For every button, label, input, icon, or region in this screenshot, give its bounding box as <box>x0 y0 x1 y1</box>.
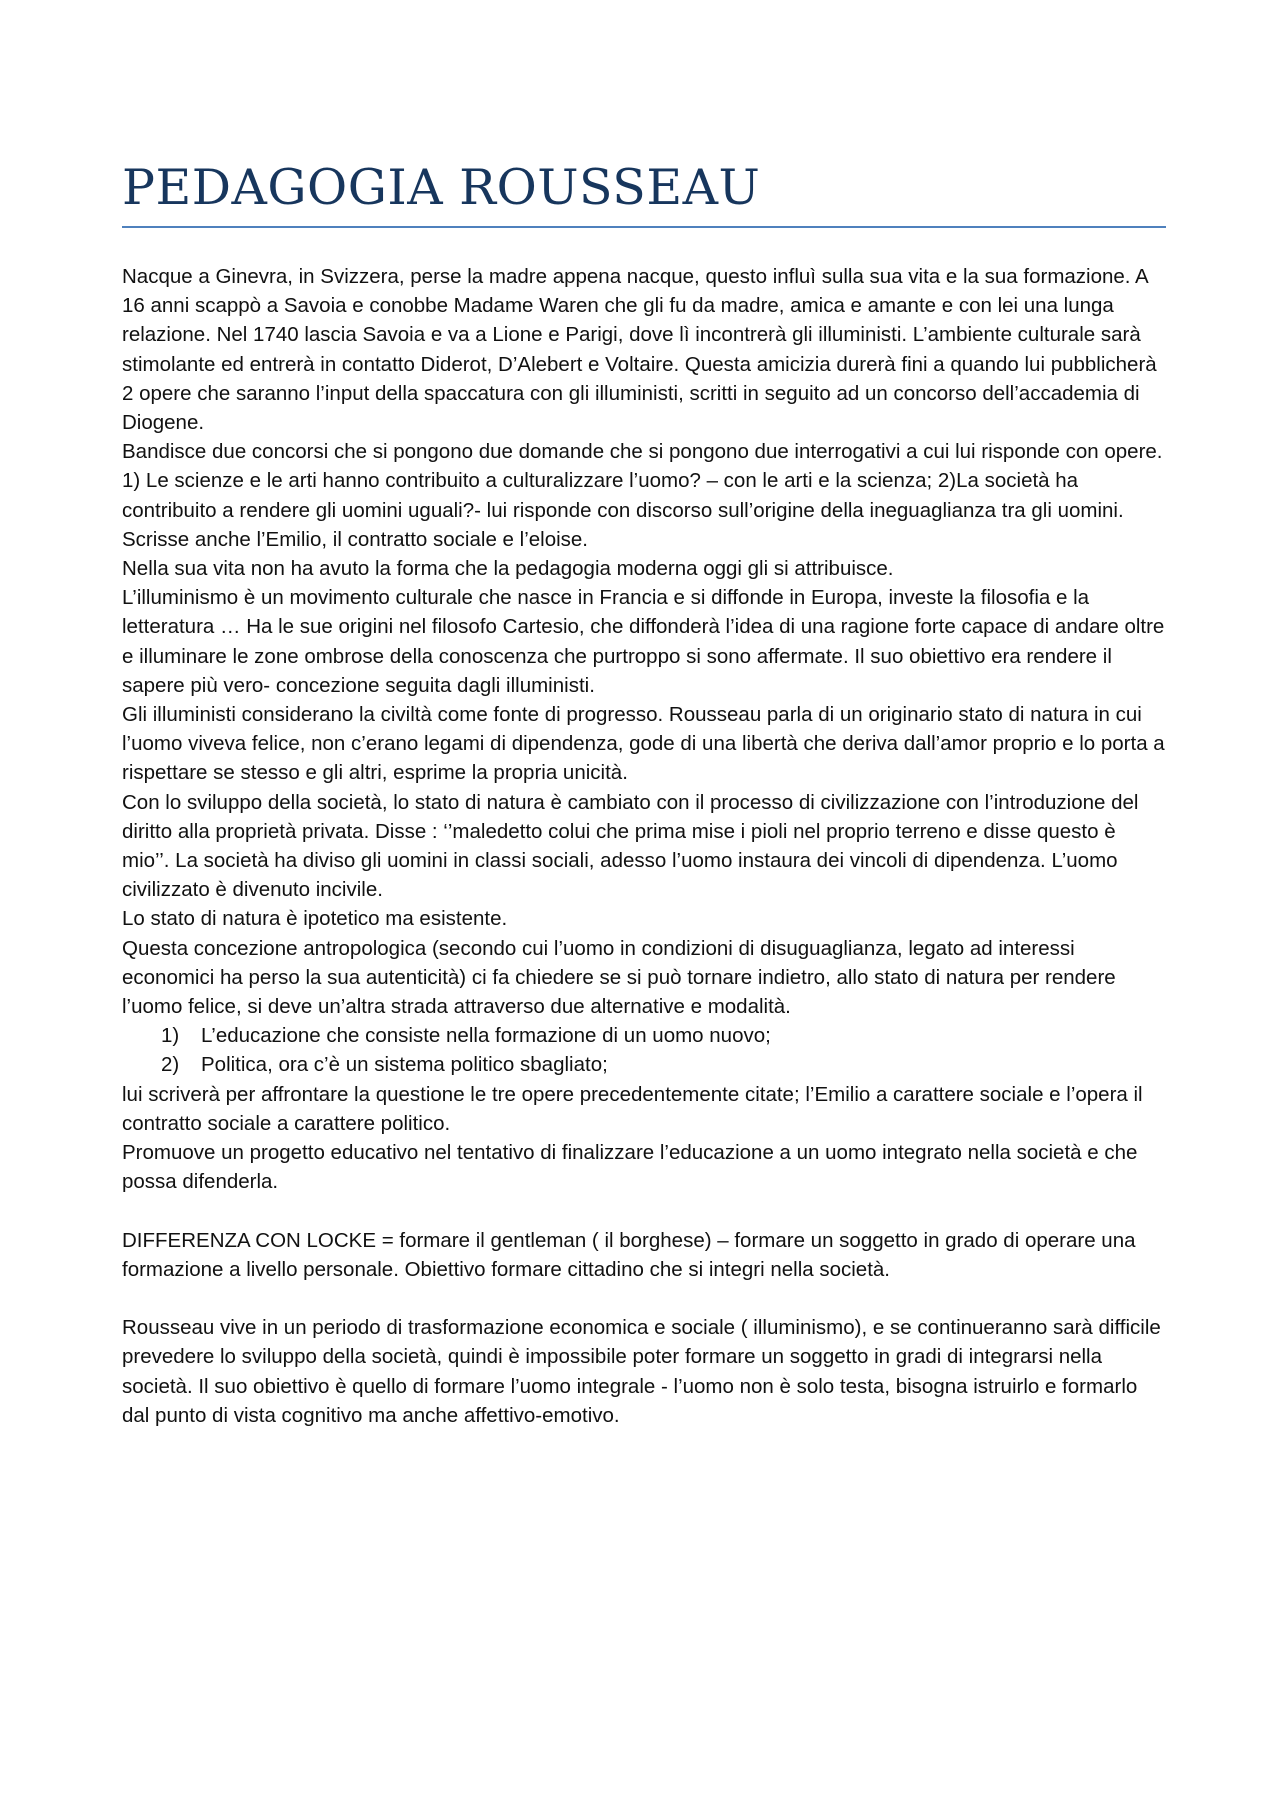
paragraph: Bandisce due concorsi che si pongono due domande che si pongono due interrogativi a cui lui risponde con opere. 1) Le scienze e le arti hanno contribuito a culturalizzare l’uomo? – con le arti e la scienza; 2)La società ha contribuito a rendere gli uomini uguali?- lui risponde con discorso sull’origine della ineguaglianza tra gli uomini. Scrisse anche l’Emilio, il contratto sociale e l’eloise. <box>122 440 1163 551</box>
list-number: 2) <box>161 1053 180 1077</box>
document-content <box>122 156 1166 1430</box>
list-item <box>122 1050 1166 1079</box>
final-paragraph: Rousseau vive in un periodo di trasformazione economica e sociale ( illuminismo), e se continueranno sarà difficile prevedere lo sviluppo della società, quindi è impossibile poter formare un soggetto in gradi di integrarsi nella società. Il suo obiettivo è quello di formare l’uomo integrale - l’uomo non è solo testa, bisogna istruirlo e formarlo dal punto di vista cognitivo ma anche affettivo-emotivo. <box>122 1316 1161 1427</box>
paragraph: L’illuminismo è un movimento culturale che nasce in Francia e si diffonde in Europa, investe la filosofia e la letteratura … Ha le sue origini nel filosofo Cartesio, che diffonderà l’idea di una ragione forte capace di andare oltre e illuminare le zone ombrose della conoscenza che purtroppo si sono affermate. Il suo obiettivo era rendere il sapere più vero- concezione seguita dagli illuministi. <box>122 586 1165 697</box>
list-item-text: L’educazione che consiste nella formazione di un uomo nuovo; <box>201 1024 771 1048</box>
paragraph: Nacque a Ginevra, in Svizzera, perse la madre appena nacque, questo influì sulla sua vita e la sua formazione. A 16 anni scappò a Savoia e conobbe Madame Waren che gli fu da madre, amica e amante e con lei una lunga relazione. Nel 1740 lascia Savoia e va a Lione e Parigi, dove lì incontrerà gli illuministi. L’ambiente culturale sarà stimolante ed entrerà in contatto Diderot, D’Alebert e Voltaire. Questa amicizia durerà fini a quando lui pubblicherà 2 opere che saranno l’input della spaccatura con gli illuministi, scritti in seguito ad un concorso dell’accademia di Diogene. <box>122 265 1157 435</box>
paragraph: lui scriverà per affrontare la questione le tre opere precedentemente citate; l’Emilio a carattere sociale e l’opera il contratto sociale a carattere politico. <box>122 1082 1143 1135</box>
paragraph: Lo stato di natura è ipotetico ma esistente. <box>122 907 508 931</box>
locke-paragraph: DIFFERENZA CON LOCKE = formare il gentleman ( il borghese) – formare un soggetto in grado di operare una formazione a livello personale. Obiettivo formare cittadino che si integri nella società. <box>122 1228 1136 1281</box>
blank-line <box>122 1284 1166 1313</box>
paragraph: Gli illuministi considerano la civiltà come fonte di progresso. Rousseau parla di un originario stato di natura in cui l’uomo viveva felice, non c’erano legami di dipendenza, gode di una libertà che deriva dall’amor proprio e lo porta a rispettare se stesso e gli altri, esprime la propria unicità. <box>122 703 1165 785</box>
blank-line <box>122 1197 1166 1226</box>
list-item-text: Politica, ora c’è un sistema politico sbagliato; <box>201 1053 608 1077</box>
paragraph: Nella sua vita non ha avuto la forma che la pedagogia moderna oggi gli si attribuisce. <box>122 557 894 581</box>
list-number: 1) <box>161 1024 180 1048</box>
document-title: PEDAGOGIA ROUSSEAU <box>122 156 1166 228</box>
paragraph: Questa concezione antropologica (secondo cui l’uomo in condizioni di disuguaglianza, legato ad interessi economici ha perso la sua autenticità) ci fa chiedere se si può tornare indietro, allo stato di natura per rendere l’uomo felice, si deve un’altra strada attraverso due alternative e modalità. <box>122 936 1116 1019</box>
numbered-list <box>122 1021 1166 1079</box>
paragraph: Promuove un progetto educativo nel tentativo di finalizzare l’educazione a un uomo integrato nella società e che possa difenderla. <box>122 1141 1138 1194</box>
document-body <box>122 262 1166 1430</box>
list-item <box>122 1021 1166 1050</box>
paragraph: Con lo sviluppo della società, lo stato di natura è cambiato con il processo di civilizzazione con l’introduzione del diritto alla proprietà privata. Disse : ‘’maledetto colui che prima mise i pioli nel proprio terreno e disse questo è mio’’. La società ha diviso gli uomini in classi sociali, adesso l’uomo instaura dei vincoli di dipendenza. L’uomo civilizzato è divenuto incivile. <box>122 790 1139 902</box>
